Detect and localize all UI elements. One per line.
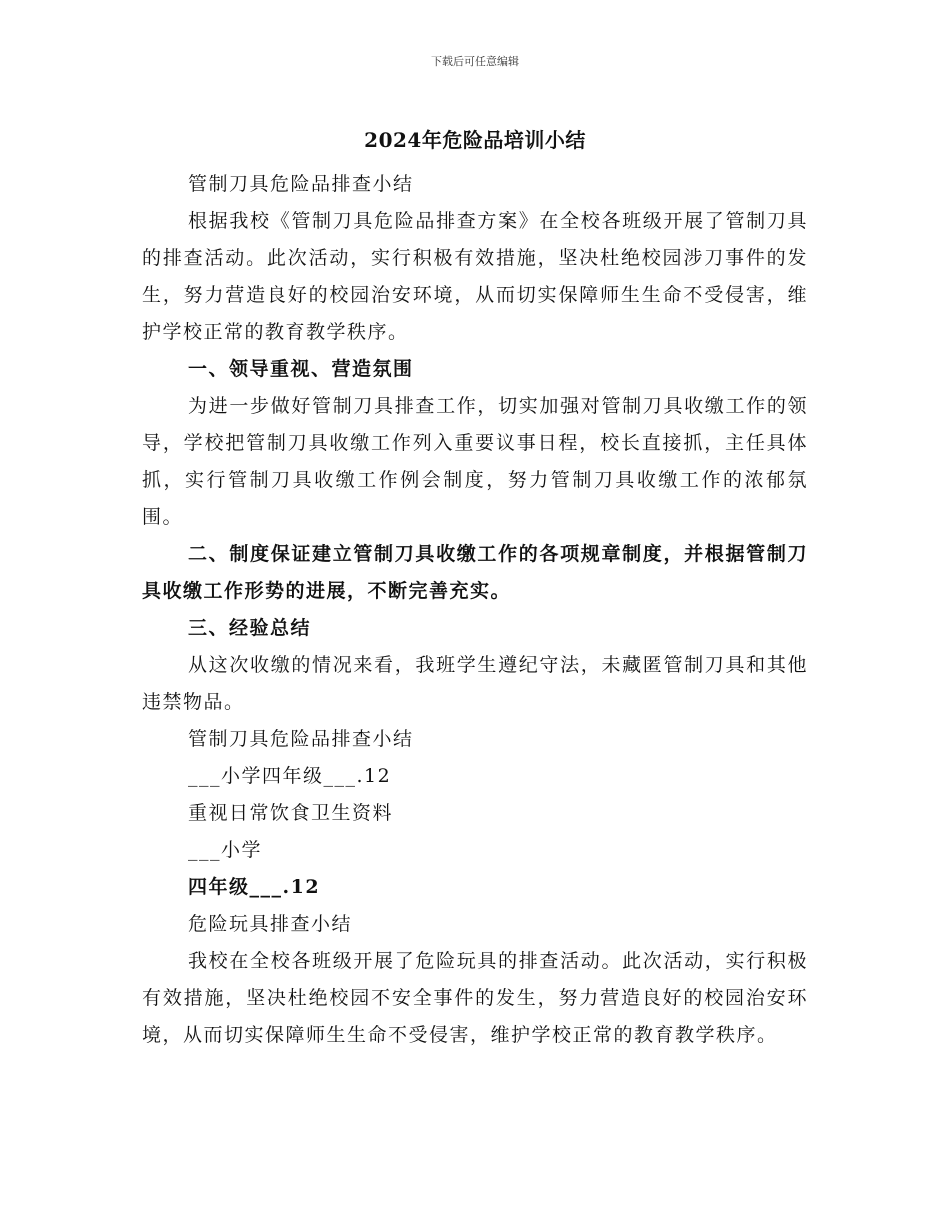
document-body (142, 166, 808, 1054)
paragraph: 根据我校《管制刀具危险品排查方案》在全校各班级开展了管制刀具的排查活动。此次活动，实行积极有效措施，坚决杜绝校园涉刀事件的发生，努力营造良好的校园治安环境，从而切实保障师生生命不受侵害，维护学校正常的教育教学秩序。 (142, 210, 808, 343)
paragraph: 我校在全校各班级开展了危险玩具的排查活动。此次活动，实行积极有效措施，坚决杜绝校园不安全事件的发生，努力营造良好的校园治安环境，从而切实保障师生生命不受侵害，维护学校正常的教育教学秩序。 (142, 950, 808, 1046)
section-heading: 一、领导重视、营造氛围 (188, 358, 414, 380)
section-heading: 三、经验总结 (188, 617, 312, 639)
paragraph: 四年级___.12 (188, 876, 321, 898)
paragraph: ___小学四年级___.12 (188, 765, 392, 787)
paragraph: 重视日常饮食卫生资料 (188, 802, 394, 824)
paragraph: 管制刀具危险品排查小结 (188, 173, 414, 195)
paragraph: 从这次收缴的情况来看，我班学生遵纪守法，未藏匿管制刀具和其他违禁物品。 (142, 654, 808, 713)
paragraph: ___小学 (188, 839, 263, 861)
section-heading: 二、制度保证建立管制刀具收缴工作的各项规章制度，并根据管制刀具收缴工作形势的进展，不断完善充实。 (142, 543, 808, 602)
paragraph: 危险玩具排查小结 (188, 913, 353, 935)
paragraph: 为进一步做好管制刀具排查工作，切实加强对管制刀具收缴工作的领导，学校把管制刀具收缴工作列入重要议事日程，校长直接抓，主任具体抓，实行管制刀具收缴工作例会制度，努力管制刀具收缴工作的浓郁氛围。 (142, 395, 808, 528)
header-note: 下载后可任意编辑 (431, 55, 519, 68)
document-title: 2024年危险品培训小结 (364, 128, 586, 152)
paragraph: 管制刀具危险品排查小结 (188, 728, 414, 750)
